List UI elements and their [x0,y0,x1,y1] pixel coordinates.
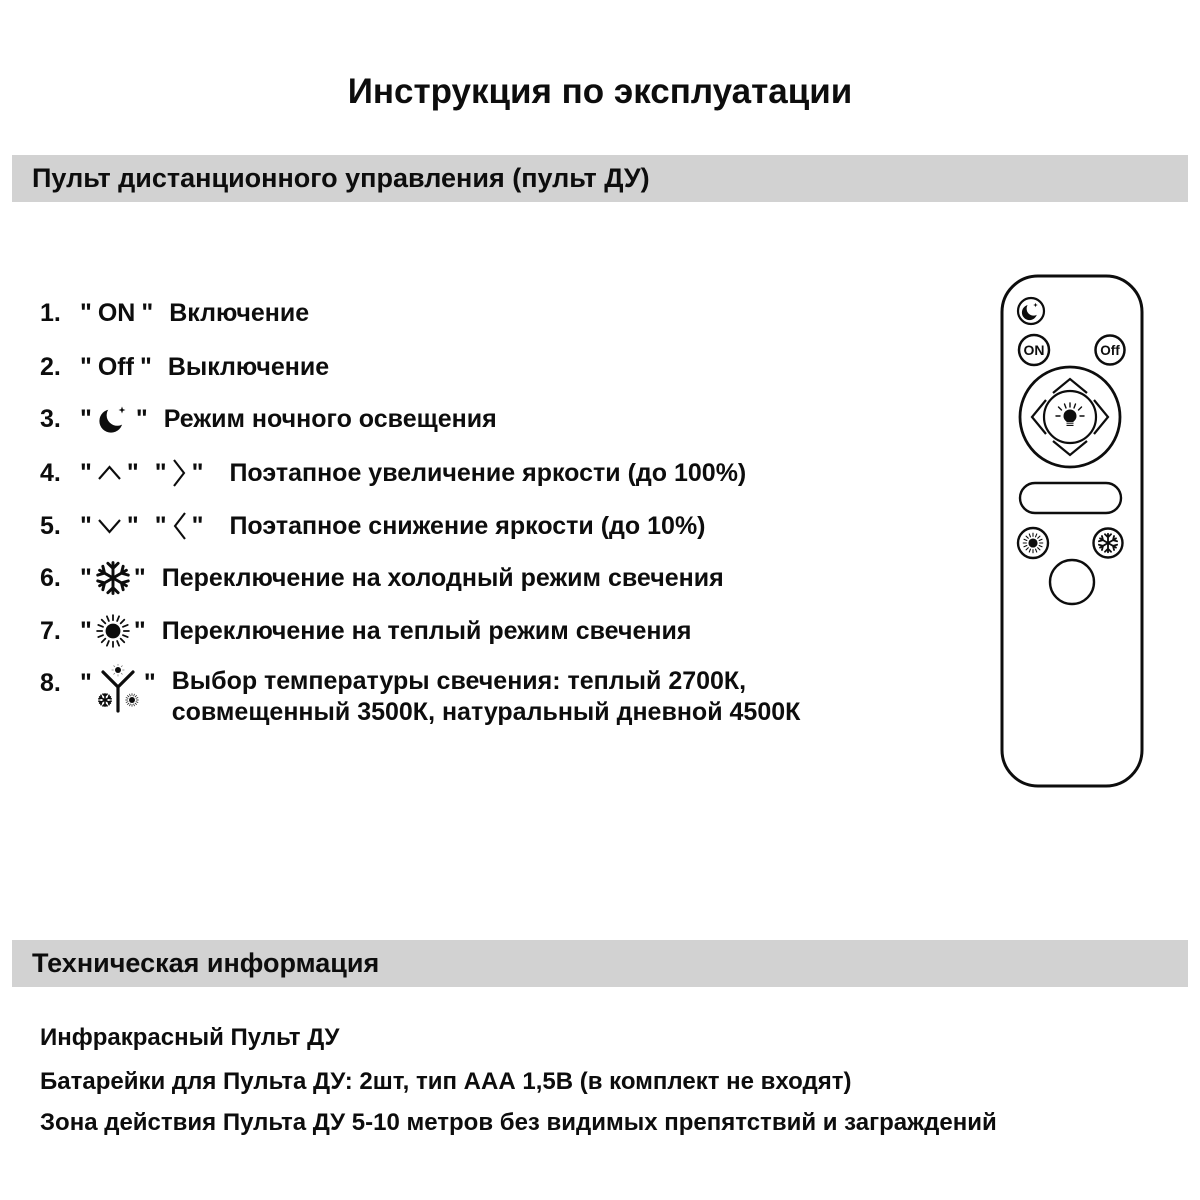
item-number: 2. [40,352,61,381]
quote-mark: " [80,669,92,697]
quote-mark: " [191,458,204,487]
item-number: 1. [40,298,61,327]
item-number: 6. [40,563,61,592]
quote-mark: " [141,298,154,327]
quote-mark: " [80,352,92,381]
quote-mark: " [135,404,148,433]
quote-mark: " [80,298,92,327]
section-header-remote [12,155,1188,202]
list-item-on [40,295,309,331]
on-button-label: ON [1023,342,1045,358]
item-label: Поэтапное снижение яркости (до 10%) [229,511,706,540]
item-label-line2: совмещенный 3500К, натуральный дневной 4500К [171,698,801,726]
item-number: 8. [40,669,61,697]
quote-mark: " [191,511,204,540]
quote-mark: " [80,563,92,592]
chevron-up-icon [96,463,123,483]
item-label: Выключение [167,352,330,381]
quote-mark: " [133,563,146,592]
sun-icon [1023,533,1043,553]
section-header-remote-label: Пульт дистанционного управления (пульт ДУ) [32,163,650,193]
on-button-label: ON [97,298,136,327]
chevron-left-icon [171,509,188,543]
quote-mark: " [80,404,92,433]
section-header-tech [12,940,1188,987]
sun-icon [96,614,130,648]
page-title: Инструкция по эксплуатации [347,72,853,111]
quote-mark: " [80,511,92,540]
tech-line-batteries: Батарейки для Пульта ДУ: 2шт, тип ААА 1,5В (в комплект не входят) [40,1068,852,1095]
quote-mark: " [126,511,139,540]
quote-mark: " [154,511,167,540]
list-item-brightness-up [40,455,746,491]
quote-mark: " [154,458,167,487]
off-button-label: Off [1100,343,1120,358]
item-number: 7. [40,616,61,645]
quote-mark: " [126,458,139,487]
quote-mark: " [133,616,146,645]
list-item-warm-mode [40,613,691,649]
list-item-brightness-down [40,508,706,544]
list-item-cold-mode [40,560,724,596]
item-number: 5. [40,511,61,540]
item-label: Переключение на теплый режим свечения [161,616,692,645]
tech-line-remote-type: Инфракрасный Пульт ДУ [40,1024,340,1051]
item-label [172,666,801,728]
quote-mark: " [80,616,92,645]
item-label: Переключение на холодный режим свечения [161,563,724,592]
quote-mark: " [143,669,156,697]
chevron-down-icon [96,516,123,536]
list-item-off [40,349,329,385]
list-item-night-mode [40,401,497,437]
item-label-line1: Выбор температуры свечения: теплый 2700К, [171,667,747,695]
snowflake-icon [96,561,130,595]
section-header-tech-label: Техническая информация [32,948,380,978]
list-item-color-temperature [40,666,800,728]
color-temperature-icon [96,664,140,714]
quote-mark: " [139,352,152,381]
quote-mark: " [80,458,92,487]
off-button-label: Off [97,352,134,381]
item-label: Включение [169,298,310,327]
item-number: 3. [40,404,61,433]
tech-line-range: Зона действия Пульта ДУ 5-10 метров без видимых препятствий и заграждений [40,1109,997,1136]
moon-icon [96,402,132,436]
remote-control-drawing [1000,274,1144,788]
chevron-right-icon [171,456,188,490]
item-number: 4. [40,458,61,487]
item-label: Режим ночного освещения [163,404,497,433]
item-label: Поэтапное увеличение яркости (до 100%) [229,458,747,487]
